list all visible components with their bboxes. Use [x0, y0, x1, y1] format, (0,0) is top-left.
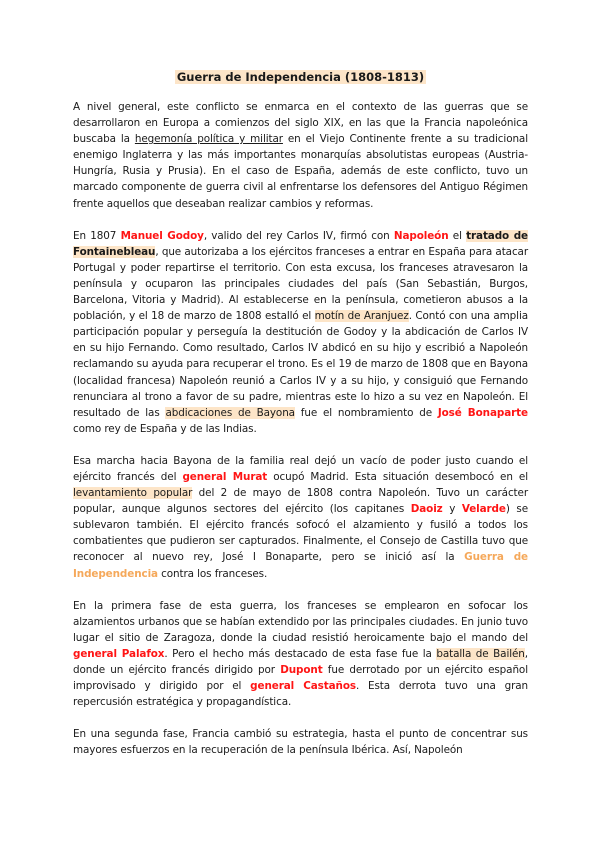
paragraph — [73, 598, 528, 711]
paragraph — [73, 228, 528, 437]
key-figure: Daoiz — [410, 503, 443, 516]
highlighted-term: levantamiento popular — [73, 487, 193, 500]
text-run: . Pero el hecho más destacado de esta fase fue la — [164, 647, 437, 660]
underlined-term: hegemonía política y militar — [134, 133, 283, 146]
highlighted-term: abdicaciones de Bayona — [165, 406, 295, 419]
text-run: A nivel general, este conflicto se enmarca en el contexto de las guerras que se desarrollaron en Europa a comienzos del siglo XIX, en las que la Francia napoleónica buscaba la — [73, 101, 528, 146]
text-run: , valido del rey Carlos IV, firmó con — [203, 229, 394, 242]
text-run: el — [448, 229, 467, 242]
key-figure: Velarde — [461, 503, 506, 516]
paragraph — [73, 453, 528, 582]
key-figure: general Palafox — [73, 647, 165, 660]
highlighted-term: batalla de Bailén — [436, 647, 525, 660]
paragraph — [73, 99, 528, 212]
key-figure: general Murat — [182, 470, 268, 483]
text-run: en el Viejo Continente frente a su tradicional enemigo Inglaterra y las más importantes monarquías absolutistas europeas (Austria-Hungría, Rusia y Prusia). En el caso de España, además de este conflicto, tuvo un marcado componente de guerra civil al enfrentarse los defensores del Antiguo Régimen frente aquellos que deseaban realizar cambios y reformas. — [73, 133, 528, 210]
text-run: contra los franceses. — [157, 567, 268, 580]
highlighted-term: tratado de Fontainebleau — [73, 229, 528, 258]
text-run: . Contó con una amplia participación popular y perseguía la destitución de Godoy y la abdicación de Carlos IV en su hijo Fernando. Como resultado, Carlos IV abdicó en su hijo y escribió a Napoleón reclamando su ayuda para recuperar el trono. Es el 19 de marzo de 1808 que en Bayona (localidad francesa) Napoleón reunió a Carlos IV y a su hijo, y consiguió que Fernando renunciara al trono a favor de su padre, mientras este lo hizo a su vez en Napoleón. El resultado de las — [73, 310, 528, 419]
text-run: En la primera fase de esta guerra, los franceses se emplearon en sofocar los alzamientos urbanos que se habían extendido por las principales ciudades. En junio tuvo lugar el sitio de Zaragoza, donde la ciudad resistió heroicamente bajo el mando del — [73, 599, 528, 644]
text-run: . Esta derrota tuvo una gran repercusión estratégica y propagandística. — [73, 680, 528, 709]
text-run: ) se sublevaron también. El ejército francés sofocó el alzamiento y fusiló a todos los combatientes que pudieron ser capturados. Finalmente, el Consejo de Castilla tuvo que reconocer al nuevo rey, José I Bonaparte, pero se inició así la — [73, 503, 528, 564]
key-figure: Manuel Godoy — [120, 229, 204, 242]
text-run: fue derrotado por un ejército español improvisado y dirigido por el — [73, 664, 528, 693]
text-run: Esa marcha hacia Bayona de la familia real dejó un vacío de poder justo cuando el ejército francés del — [73, 454, 528, 483]
text-run: como rey de España y de las Indias. — [73, 422, 257, 435]
text-run: En una segunda fase, Francia cambió su estrategia, hasta el punto de concentrar sus mayores esfuerzos en la recuperación de la península Ibérica. Así, Napoleón — [73, 728, 528, 757]
key-figure: Dupont — [280, 664, 323, 676]
document-title — [73, 68, 528, 86]
text-run: En 1807 — [73, 229, 121, 242]
text-run: , donde un ejército francés dirigido por — [73, 647, 528, 676]
highlighted-term: motín de Aranjuez — [314, 310, 409, 323]
text-run: y — [442, 503, 462, 516]
key-figure: general Castaños — [250, 680, 356, 693]
title-text: Guerra de Independencia (1808-1813) — [176, 70, 425, 84]
paragraph — [73, 726, 528, 758]
text-run: ocupó Madrid. Esta situación desembocó en el — [267, 470, 528, 483]
text-run: fue el nombramiento de — [294, 406, 438, 419]
key-figure: Napoleón — [393, 229, 449, 242]
key-figure: José Bonaparte — [437, 406, 528, 419]
key-event: Guerra de Independencia — [73, 551, 529, 580]
text-run: , que autorizaba a los ejércitos franceses a entrar en España para atacar Portugal y poder repartirse el territorio. Con esta excusa, los franceses atravesaron la península y ocuparon las principales ciudades del país (San Sebastián, Burgos, Barcelona, Vitoria y Madrid). Al establecerse en la península, cometieron abusos a la población, y el 18 de marzo de 1808 estalló el — [73, 245, 528, 323]
document-page — [73, 68, 528, 774]
text-run: del 2 de mayo de 1808 contra Napoleón. Tuvo un carácter popular, aunque algunos sectores del ejército (los capitanes — [73, 487, 528, 516]
document-body — [73, 99, 528, 758]
